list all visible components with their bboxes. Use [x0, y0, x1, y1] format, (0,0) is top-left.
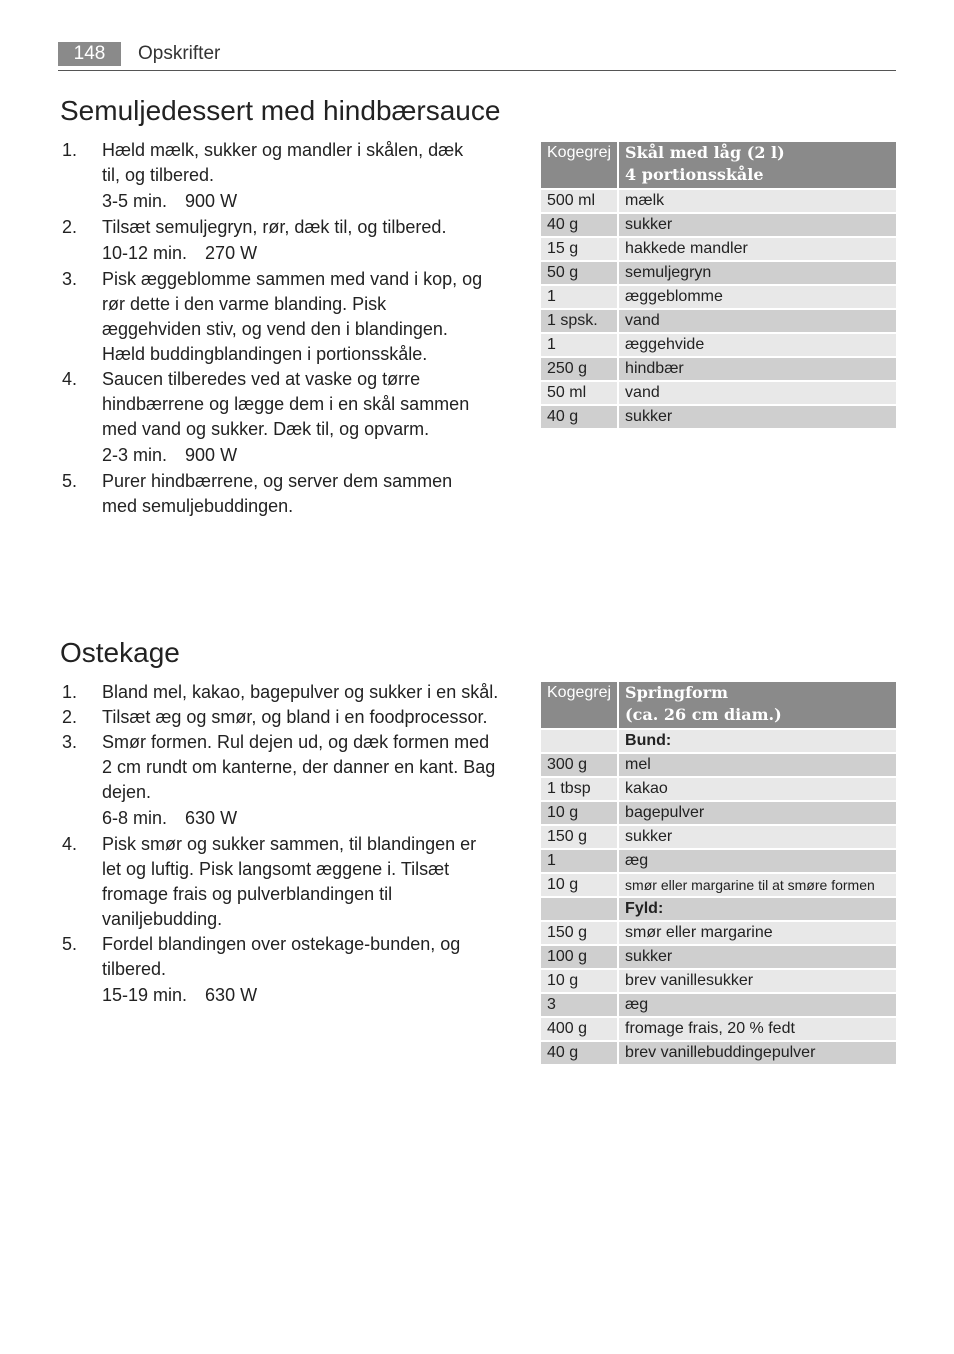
table-row [541, 214, 896, 236]
table-row [541, 970, 896, 992]
step-item [60, 680, 500, 705]
step-timing [102, 241, 485, 267]
step-text: Hæld mælk, sukker og mandler i skålen, dæk til, og tilbered. [102, 140, 464, 185]
ingredient-quantity: 1 [541, 286, 619, 308]
recipe-title: Semuljedessert med hindbærsauce [60, 95, 501, 126]
ingredient-name: sukker [619, 214, 896, 236]
ingredient-name: æggeblomme [619, 286, 896, 308]
step-text: Pisk æggeblomme sammen med vand i kop, og rør dette i den varme blanding. Pisk æggehviden stiv, og vend den i blandingen. Hæld buddingblandingen i portionsskåle. [102, 269, 483, 364]
ingredient-name: sukker [619, 406, 896, 428]
step-text: Pisk smør og sukker sammen, til blandingen er let og luftig. Pisk langsomt æggene i. Tilsæt fromage frais og pulverblandingen til vaniljebudding. [102, 834, 477, 929]
step-item [60, 705, 500, 730]
table-row [541, 262, 896, 284]
step-item [60, 469, 485, 519]
step-power: 630 W [205, 985, 258, 1005]
table-row [541, 238, 896, 260]
step-number: 2. [62, 707, 78, 727]
step-number: 4. [62, 369, 78, 389]
ingredient-quantity: 50 g [541, 262, 619, 284]
ingredients-table [541, 140, 896, 430]
step-number: 5. [62, 934, 78, 954]
ingredient-quantity: 10 g [541, 970, 619, 992]
table-row [541, 994, 896, 1016]
ingredient-name: sukker [619, 826, 896, 848]
step-number: 4. [62, 834, 78, 854]
header-cookware-label: Kogegrej [541, 682, 619, 728]
table-row [541, 406, 896, 428]
table-row [541, 286, 896, 308]
step-time: 3-5 min. [102, 191, 168, 211]
step-number: 3. [62, 269, 78, 289]
table-header-row [541, 142, 896, 188]
step-text: Tilsæt æg og smør, og bland i en foodprocessor. [102, 707, 488, 727]
step-power: 900 W [185, 445, 238, 465]
step-text: Saucen tilberedes ved at vaske og tørre hindbærrene og lægge dem i en skål sammen med vand og sukker. Dæk til, og opvarm. [102, 369, 470, 439]
ingredient-quantity: 500 ml [541, 190, 619, 212]
ingredient-quantity: 300 g [541, 754, 619, 776]
header-line: (ca. 26 cm diam.) [625, 705, 782, 724]
table-row [541, 730, 896, 752]
step-text: Bland mel, kakao, bagepulver og sukker i en skål. [102, 682, 499, 702]
step-item [60, 215, 485, 267]
ingredient-quantity: 40 g [541, 214, 619, 236]
ingredient-name: vand [619, 382, 896, 404]
ingredient-name: semuljegryn [619, 262, 896, 284]
table-row [541, 1018, 896, 1040]
table-row [541, 190, 896, 212]
recipe-steps [60, 138, 485, 519]
header-cookware-value [619, 682, 896, 728]
step-number: 1. [62, 682, 78, 702]
step-number: 1. [62, 140, 78, 160]
step-item [60, 932, 500, 1009]
ingredient-name: hakkede mandler [619, 238, 896, 260]
ingredient-name: mælk [619, 190, 896, 212]
step-item [60, 832, 500, 932]
table-row [541, 358, 896, 380]
step-number: 5. [62, 471, 78, 491]
ingredient-quantity: 40 g [541, 1042, 619, 1064]
step-item [60, 267, 485, 367]
ingredient-name: smør eller margarine [619, 922, 896, 944]
ingredient-name: mel [619, 754, 896, 776]
ingredient-name: Bund: [619, 730, 896, 752]
ingredient-name: bagepulver [619, 802, 896, 824]
header-line: Springform [625, 683, 729, 702]
table-row [541, 754, 896, 776]
step-timing [102, 189, 485, 215]
step-item [60, 730, 500, 832]
ingredients-table [541, 680, 896, 1066]
step-item [60, 367, 485, 469]
header-cookware-value [619, 142, 896, 188]
table-row [541, 382, 896, 404]
header-line: 4 portionsskåle [625, 165, 764, 184]
table-row [541, 334, 896, 356]
ingredient-quantity: 1 spsk. [541, 310, 619, 332]
ingredient-quantity: 3 [541, 994, 619, 1016]
ingredient-name: kakao [619, 778, 896, 800]
step-power: 900 W [185, 191, 238, 211]
ingredient-name: smør eller margarine til at smøre formen [619, 874, 896, 896]
ingredient-quantity: 50 ml [541, 382, 619, 404]
ingredient-quantity: 100 g [541, 946, 619, 968]
step-text: Smør formen. Rul dejen ud, og dæk formen med 2 cm rundt om kanterne, der danner en kant. Bag dejen. [102, 732, 496, 802]
table-header-row [541, 682, 896, 728]
ingredient-name: brev vanillesukker [619, 970, 896, 992]
table-row [541, 310, 896, 332]
ingredient-name: æggehvide [619, 334, 896, 356]
ingredient-quantity: 10 g [541, 874, 619, 896]
ingredient-name: brev vanillebuddingepulver [619, 1042, 896, 1064]
ingredient-quantity: 250 g [541, 358, 619, 380]
ingredient-quantity: 15 g [541, 238, 619, 260]
recipe-steps [60, 680, 500, 1009]
ingredient-quantity: 1 [541, 334, 619, 356]
step-power: 630 W [185, 808, 238, 828]
step-number: 3. [62, 732, 78, 752]
table-row [541, 1042, 896, 1064]
ingredient-quantity: 1 [541, 850, 619, 872]
step-number: 2. [62, 217, 78, 237]
step-item [60, 138, 485, 215]
ingredient-name: vand [619, 310, 896, 332]
header-line: Skål med låg (2 l) [625, 143, 785, 162]
table-row [541, 802, 896, 824]
ingredient-name: fromage frais, 20 % fedt [619, 1018, 896, 1040]
ingredient-name: Fyld: [619, 898, 896, 920]
step-time: 15-19 min. [102, 985, 188, 1005]
table-row [541, 778, 896, 800]
step-timing [102, 443, 485, 469]
ingredient-name: hindbær [619, 358, 896, 380]
step-timing [102, 983, 500, 1009]
table-row [541, 874, 896, 896]
step-time: 10-12 min. [102, 243, 188, 263]
ingredient-quantity: 150 g [541, 922, 619, 944]
table-row [541, 826, 896, 848]
ingredient-name: æg [619, 994, 896, 1016]
page-number: 148 [58, 42, 121, 66]
step-power: 270 W [205, 243, 258, 263]
page-header [58, 40, 896, 71]
table-row [541, 850, 896, 872]
step-text: Tilsæt semuljegryn, rør, dæk til, og tilbered. [102, 217, 447, 237]
ingredient-name: sukker [619, 946, 896, 968]
ingredient-quantity [541, 730, 619, 752]
ingredient-name: æg [619, 850, 896, 872]
recipe-title: Ostekage [60, 637, 180, 668]
ingredient-quantity: 40 g [541, 406, 619, 428]
section-title: Opskrifter [138, 43, 221, 64]
step-time: 6-8 min. [102, 808, 168, 828]
ingredient-quantity: 1 tbsp [541, 778, 619, 800]
ingredient-quantity: 150 g [541, 826, 619, 848]
table-row [541, 898, 896, 920]
step-text: Fordel blandingen over ostekage-bunden, og tilbered. [102, 934, 461, 979]
step-text: Purer hindbærrene, og server dem sammen med semuljebuddingen. [102, 471, 453, 516]
step-time: 2-3 min. [102, 445, 168, 465]
header-cookware-label: Kogegrej [541, 142, 619, 188]
table-row [541, 946, 896, 968]
ingredient-quantity: 10 g [541, 802, 619, 824]
ingredient-quantity: 400 g [541, 1018, 619, 1040]
ingredient-quantity [541, 898, 619, 920]
table-row [541, 922, 896, 944]
step-timing [102, 806, 500, 832]
